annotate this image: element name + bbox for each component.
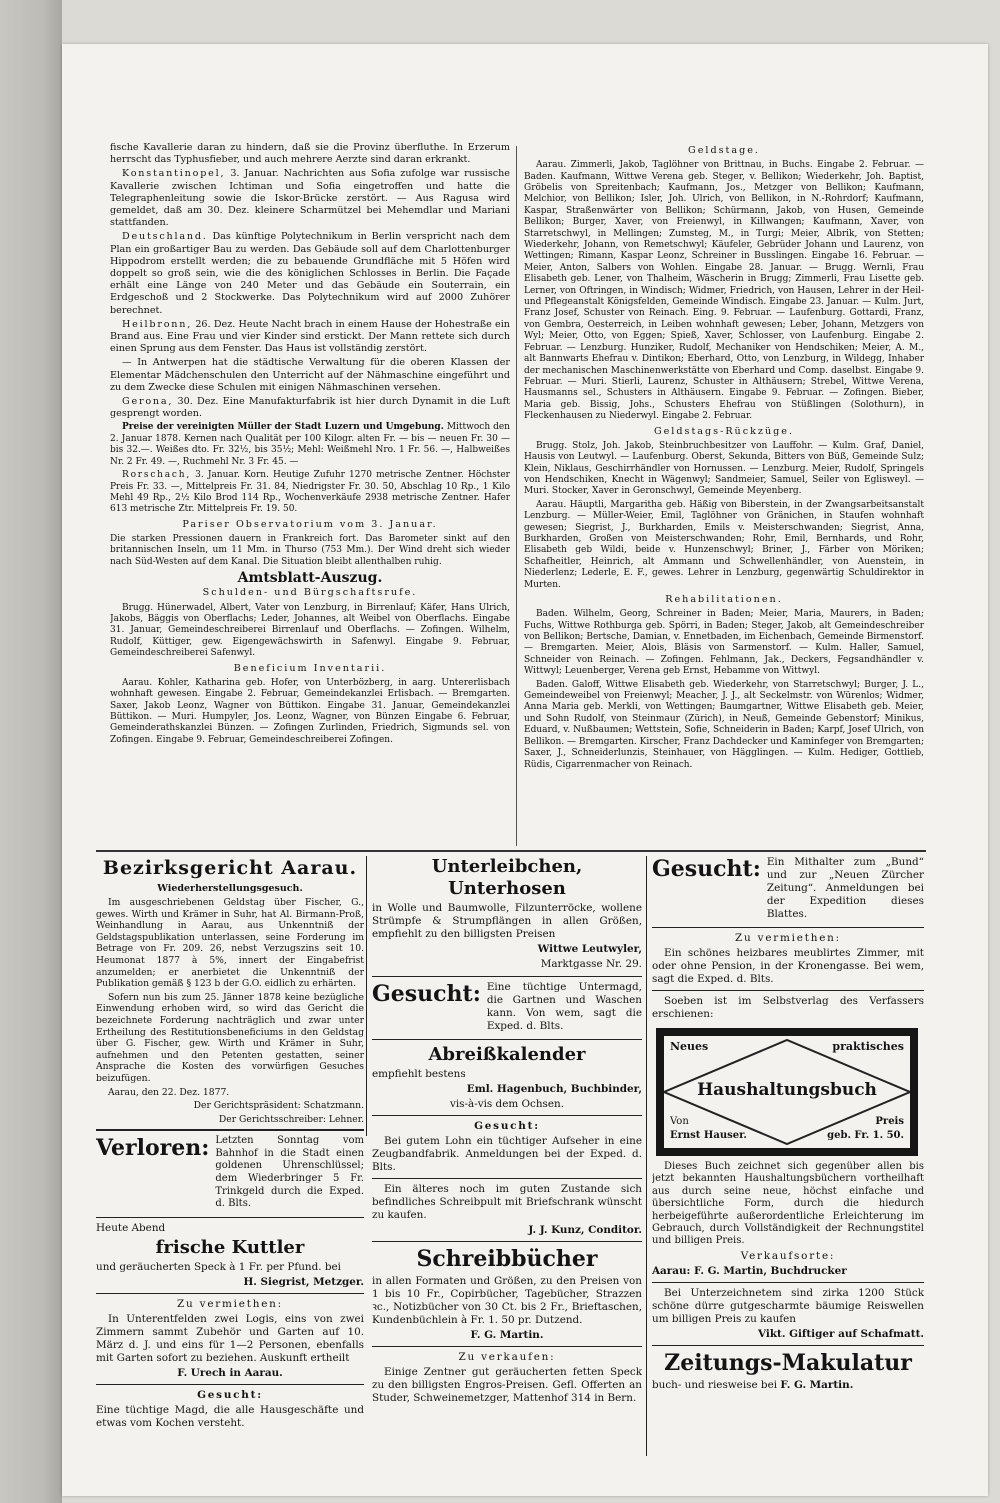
- kuttler-title: frische Kuttler: [155, 1236, 305, 1258]
- unterleib-text: in Wolle und Baumwolle, Filzunterröcke, wollene Strümpfe & Strumpflängen in allen Größen, empfiehlt zu den billigsten Preisen: [372, 902, 642, 940]
- haushaltungsbuch-ad: [656, 1028, 918, 1156]
- news-heilbronn: Heilbronn, 26. Dez. Heute Nacht brach in einem Hause der Hohestraße ein Brand aus. Eine Frau und vier Kinder sind erstickt. Der Mann rettete sich durch einen Sprung aus dem Fenster. Das Haus ist vollständig zerstört.: [110, 318, 510, 355]
- ad-divider: [372, 1346, 642, 1347]
- ad-divider: [372, 1039, 642, 1040]
- kuttler-text: und geräucherten Speck à 1 Fr. per Pfund. bei: [96, 1260, 342, 1273]
- unterleib-address: Marktgasse Nr. 29.: [540, 958, 642, 970]
- ad-divider: [96, 1129, 364, 1131]
- news-gerona: Gerona, 30. Dez. Eine Manufakturfabrik ist hier durch Dynamit in die Luft gesprengt worden.: [110, 396, 510, 420]
- schreibpult-text: Ein älteres noch im guten Zustande sich befindliches Schreibpult mit Briefschrank wünscht zu kaufen.: [372, 1183, 642, 1221]
- pariser-heading: Pariser Observatorium vom 3. Januar.: [182, 518, 438, 530]
- abreiss-text: empfiehlt bestens: [372, 1068, 466, 1080]
- binding-gutter: [0, 0, 62, 1503]
- aufseher-heading: Gesucht:: [474, 1120, 540, 1132]
- schreibb-signature: F. G. Martin.: [470, 1329, 544, 1341]
- zuverk-heading: Zu verkaufen:: [458, 1351, 556, 1363]
- verloren-title: Verloren:: [96, 1135, 210, 1162]
- verloren-text: Letzten Sonntag vom Bahnhof in die Stadt einen goldenen Uhrenschlüssel; dem Wiederbringer 5 Fr. Trinkgeld durch die Exped. d. Blts.: [215, 1135, 364, 1210]
- zuverm1-text: In Unterentfelden zwei Logis, eins von zwei Zimmern sammt Zubehör und Garten auf 10. März d. J. und eins für 1—2 Personen, ebenfalls mit Garten sofort zu beziehen. Auskunft ertheilt: [96, 1312, 364, 1364]
- ad-divider: [372, 1115, 642, 1116]
- gesucht-magd-text: Eine tüchtige Magd, die alle Hausgeschäfte und etwas vom Kochen versteht.: [96, 1403, 364, 1429]
- geldstage-text: Aarau. Zimmerli, Jakob, Taglöhner von Brittnau, in Buchs. Eingabe 2. Februar. — Baden. Kaufmann, Wittwe Verena geb. Steger, v. Bellikon; Wiederkehr, Joh. Baptist, Gröbelis von Spreitenbach; Kaufmann, Jos., Metzger von Bellikon; Kaufmann, Melchior, von Bellikon; Isler, Joh. Ulrich, von Bellikon, in N.-Rohrdorf; Kaufmann, Kaspar, Straßenwärter von Bellikon; Schürmann, Jakob, von Husen, Gemeinde Bellikon; Burger, Xaver, von Freienwyl, in Killwangen; Kaufmann, Xaver, von Starretschwyl, in Mellingen; Zumsteg, M., in Turgi; Meier, Albrik, von Stetten; Wiederkehr, Johann, von Remetschwyl; Käufeler, Gebrüder Johann und Laurenz, von Wettingen; Rimann, Kaspar Leonz, Schreiner in Busslingen. Eingabe 16. Februar. — Meier, Anton, Salbers von Wohlen. Eingabe 28. Januar. — Brugg. Wernli, Frau Elisabeth geb. Lener, von Thalheim, Wäscherin in Brugg; Zimmerli, Frau Lisette geb. Lerner, von Oftringen, in Windisch; Widmer, Friedrich, von Hausen, Lehrer in der Heil- und Pflegeanstalt Königsfelden, Gemeinde Windisch. Eingabe 23. Januar. — Kulm. Jurt, Franz Josef, Schuster von Reinach. Eing. 9. Februar. — Laufenburg. Gottardi, Franz, von Gembra, Oesterreich, in Leiben wohnhaft gewesen; Leber, Johann, Metzgers von Wyl; Meier, Otto, von Eggen; Spieß, Xaver, Schlosser, von Laufenburg. Eingabe 2. Februar. — Lenzburg. Hunziker, Rudolf, Mechaniker von Hendschiken; Meier, A. M., alt Bannwarts Ehefrau v. Dintikon; Eberhard, Otto, von Lenzburg, in Wildegg, Inhaber der mechanischen Maschinenwerkstätte von Eberhard und Comp. daselbst. Eingabe 9. Februar. — Muri. Stierli, Laurenz, Schuster in Althäusern; Strebel, Wittwe Verena, Hausmanns sel., Schusters in Althäusern. Eingabe 9. Februar. — Zofingen. Bieber, Maria geb. Bissig, Johs., Schusters Ehefrau von Stüßlingen (Solothurn), in Fleckenhausen zu Niederwyl. Eingabe 2. Februar.: [524, 160, 924, 422]
- zuverm2-text: Ein schönes heizbares meublirtes Zimmer, mit oder ohne Pension, in der Kronengasse. Bei wem, sagt die Exped. d. Blts.: [652, 947, 924, 985]
- hh-praktisches: praktisches: [832, 1040, 904, 1053]
- hh-price: geb. Fr. 1. 50.: [827, 1130, 904, 1141]
- ad-divider: [96, 1293, 364, 1294]
- ad-gesucht-untermagd: [372, 981, 642, 1035]
- hh-description: Dieses Buch zeichnet sich gegenüber allen bis jetzt bekannten Haushaltungsbüchern vortheilhaft aus durch seine neue, höchst einfache und übersichtliche Form, durch die hiedurch herbeigeführte außerordentliche Erleichterung im Gebrauch, durch Vollständigkeit der Rechnungstitel und billigen Preis.: [652, 1161, 924, 1247]
- ad-frame-right: [646, 856, 647, 1456]
- rehab-text: Baden. Wilhelm, Georg, Schreiner in Baden; Meier, Maria, Maurers, in Baden; Fuchs, Wittwe Rothburga geb. Spörri, in Baden; Steger, Jakob, alt Gemeindeschreiber von Bellikon; Bertsche, Damian, v. Ennetbaden, im Eichenbach, Gemeinde Birmenstorf. — Bremgarten. Meier, Alois, Bläsis von Sarmenstorf. — Kulm. Haller, Samuel, Schneider von Reinach. — Zofingen. Fehlmann, Jak., Deckers, Fegsandhändler v. Wittwyl; Leuenberger, Verena geb Ernst, Hebamme von Wittwyl.: [524, 609, 924, 677]
- ad-schreibpult: [372, 1183, 642, 1237]
- hh-von: Von: [670, 1116, 689, 1127]
- rehab-text-2: Baden. Galoff, Wittwe Elisabeth geb. Wiederkehr, von Starretschwyl; Burger, J. L., Gemeindeweibel von Freienwyl; Meacher, J. J., alt Seckelmstr. von Würenlos; Widmer, Anna Maria geb. Merkli, von Wettingen; Baumgartner, Wittwe Elisabeth geb. Meier, und Sohn Rudolf, von Steinmaur (Zürich), in Neuß, Gemeinde Gebenstorf; Minikus, Eduard, v. Nußbaumen; Wettstein, Sofie, Schneiderin in Baden; Karpf, Josef Ulrich, von Bellikon. — Bremgarten. Kirscher, Franz Dachdecker und Kaminfeger von Bremgarten; Saxer, J., Schneiderlunzis, Steinhauer, von Hägglingen. — Kulm. Hediger, Gottlieb, Rüdis, Cigarrenmacher von Reinach.: [524, 679, 924, 770]
- bezirk-signature-1: Der Gerichtspräsident: Schatzmann.: [193, 1100, 364, 1112]
- geldstage-heading: Geldstage.: [688, 145, 760, 156]
- selbstverlag-text: Soeben ist im Selbstverlag des Verfassers erschienen:: [652, 995, 924, 1020]
- schreibb-title: Schreibbücher: [416, 1246, 598, 1272]
- bezirk-text: Im ausgeschriebenen Geldstag über Fischer, G., gewes. Wirth und Krämer in Suhr, hat Al. Birmann-Proß, Weinhandlung in Aarau, aus Unkenntniß der Geldstagspublikation unterlassen, seine Forderung im Betrage von Fr. 209. 26, nebst Verzugszins seit 10. Heumonat 1877 à 5%, innert der Eingabefrist anzumelden; er anerbietet die Unkenntniß der Publikation gemäß § 123 b der G.O. eidlich zu erhärten.: [96, 897, 364, 990]
- zuverk-text: Einige Zentner gut geräucherten fetten Speck zu den billigsten Engros-Preisen. Gefl. Offerten an Studer, Schweinemetzger, Mattenhof 314 in Bern.: [372, 1366, 642, 1404]
- grain-prices-rorschach: Rorschach, 3. Januar. Korn. Heutige Zufuhr 1270 metrische Zentner. Höchster Preis Fr. 33. —, Mittelpreis Fr. 31. 84, Niedrigster Fr. 30. 50, Abschlag 10 Rp., 1 Kilo Mehl 49 Rp., 2½ Kilo Brod 114 Rp., Wochenverkäufe 2938 metrische Zentner. Hafer 613 metrische Ztr. Mittelpreis Fr. 19. 50.: [110, 470, 510, 515]
- kuttler-pre: Heute Abend: [96, 1221, 166, 1234]
- reiswellen-text: Bei Unterzeichnetem sind zirka 1200 Stück schöne dürre gutgescharmte bäumige Reiswellen um billigen Preis zu kaufen: [652, 1286, 924, 1325]
- ad-schreibbuecher: [372, 1246, 642, 1342]
- gesucht-ulm-title: Gesucht:: [372, 981, 481, 1007]
- zuverm2-heading: Zu vermiethen:: [735, 932, 841, 944]
- column-divider: [516, 146, 517, 846]
- ad-unterleibchen: [372, 856, 642, 977]
- ad-kuttler: [96, 1222, 364, 1289]
- bezirk-title: Bezirksgericht Aarau.: [102, 857, 358, 879]
- hh-title: Haushaltungsbuch: [697, 1080, 877, 1100]
- reiswellen-signature: Vikt. Giftiger auf Schafmatt.: [758, 1327, 924, 1340]
- beneficium-text: Aarau. Kohler, Katharina geb. Hofer, von Unterbözberg, in aarg. Untererlisbach wohnhaft gewesen. Eingabe 2. Februar, Gemeindekanzlei Erlisbach. — Bremgarten. Saxer, Jakob Leonz, Wagner von Büttikon. Eingabe 31. Januar, Gemeindekanzlei Büttikon. — Muri. Humpyler, Jos. Leonz, Wagner, von Bünzen Eingabe 6. Februar, Gemeinderathskanzlei Bünzen. — Zofingen Zurlinden, Friedrich, Sigmunds sel. von Zofingen. Eingabe 9. Februar, Gemeindeschreiberei Zofingen.: [110, 677, 510, 745]
- verkaufsorte-text: Aarau: F. G. Martin, Buchdrucker: [652, 1264, 847, 1277]
- ad-divider: [96, 1384, 364, 1385]
- ad-divider: [652, 1282, 924, 1283]
- bezirk-date: Aarau, den 22. Dez. 1877.: [108, 1086, 230, 1098]
- news-intro: fische Kavallerie daran zu hindern, daß sie die Provinz überfluthe. In Erzerum herrscht das Typhusfieber, und auch mehrere Aerzte sind daran erkrankt.: [110, 142, 510, 166]
- bezirk-signature-2: Der Gerichtsschreiber: Lehner.: [218, 1113, 364, 1125]
- abreiss-address: vis-à-vis dem Ochsen.: [449, 1098, 565, 1110]
- verkaufsorte-heading: Verkaufsorte:: [740, 1249, 836, 1262]
- zuverm1-signature: F. Urech in Aarau.: [177, 1366, 283, 1379]
- rehab-heading: Rehabilitationen.: [665, 594, 783, 606]
- ad-bezirksgericht: [96, 856, 364, 1125]
- schulden-text: Brugg. Hünerwadel, Albert, Vater von Lenzburg, in Birrenlauf; Käfer, Hans Ulrich, Jakobs, Bäggis von Oberflachs; Leder, Johannes, alt Weibel von Oberflachs. Eingabe 31. Januar, Gemeindeschreiberei Birrenlauf und Oberflachs. — Zofingen. Wilhelm, Rudolf, Küttiger, gew. Eigengewächswirth in Safenwyl. Eingabe 9. Februar, Gemeindeschreiberei Safenwyl.: [110, 602, 510, 659]
- ad-column-right: [652, 856, 924, 1456]
- ad-aufseher: [372, 1120, 642, 1174]
- hh-neues: Neues: [670, 1040, 709, 1053]
- ad-zu-vermiethen-2: [652, 932, 924, 986]
- pariser-text: Die starken Pressionen dauern in Frankreich fort. Das Barometer sinkt auf den britannischen Inseln, um 11 Mm. in Thurso (753 Mm.). Der Wind dreht sich wieder nach Süd-Westen auf dem Kanal. Die Situation bleibt allenthalben ruhig.: [110, 533, 510, 567]
- ad-divider: [652, 1345, 924, 1346]
- unterleib-title: Unterleibchen, Unterhosen: [431, 856, 583, 899]
- hh-author: Ernst Hauser.: [670, 1130, 747, 1141]
- schreibpult-signature: J. J. Kunz, Conditor.: [528, 1224, 642, 1236]
- ad-column-left: [96, 856, 364, 1456]
- right-news-column: [524, 142, 924, 844]
- schreibb-text: in allen Formaten und Größen, zu den Preisen von 1 bis 10 Fr., Copirbücher, Tagebücher, Strazzen ꝛc., Notizbücher von 30 Ct. bis 2 Fr., Brieftaschen, Kundenbüchlein à Fr. 1. 50 pr. Dutzend.: [372, 1275, 642, 1326]
- unterleib-signature: Wittwe Leutwyler,: [537, 943, 642, 955]
- ad-divider: [652, 927, 924, 928]
- news-antwerpen: — In Antwerpen hat die städtische Verwaltung für die oberen Klassen der Elementar Mädchenschulen den Unterricht auf der Nähmaschine eingeführt und zu dem Zwecke diese Schulen mit einigen Nähmaschinen versehen.: [110, 357, 510, 393]
- gesucht-magd-heading: Gesucht:: [197, 1388, 263, 1401]
- ad-divider: [372, 1241, 642, 1242]
- abreiss-title: Abreißkalender: [428, 1044, 586, 1065]
- section-divider: [96, 850, 926, 852]
- ad-zu-vermiethen-1: [96, 1298, 364, 1380]
- beneficium-heading: Beneficium Inventarii.: [233, 662, 387, 674]
- gesucht-bund-text: Ein Mithalter zum „Bund“ und zur „Neuen Zürcher Zeitung“. Anmeldungen bei der Expedition dieses Blattes.: [766, 856, 924, 920]
- ad-gesucht-bund: [652, 856, 924, 923]
- gesucht-bund-title: Gesucht:: [652, 856, 761, 882]
- makulatur-title: Zeitungs-Makulatur: [664, 1349, 912, 1376]
- left-news-column: [110, 142, 510, 844]
- schulden-heading: Schulden- und Bürgschaftsrufe.: [202, 587, 418, 599]
- rueckzuege-text: Brugg. Stolz, Joh. Jakob, Steinbruchbesitzer von Lauffohr. — Kulm. Graf, Daniel, Hausis von Leutwyl. — Laufenburg. Oberst, Sekunda, Bitters von Büß, Gemeinde Sulz; Klein, Niklaus, Geschirrhändler von Hornussen. — Lenzburg. Meier, Rudolf, Springels von Hendschiken, Knecht in Wägenwyl; Sandmeier, Samuel, Seiler von Eglisweyl. — Muri. Stocker, Xaver in Geronschwyl, Gemeinde Meyenberg.: [524, 440, 924, 497]
- ad-divider: [652, 990, 924, 991]
- rueckzuege-text-2: Aarau. Häuptli, Margaritha geb. Häßig von Biberstein, in der Zwangsarbeitsanstalt Lenzburg. — Müller-Weier, Emil, Taglöhner von Gränichen, in Staufen wohnhaft gewesen; Siegrist, J., Burkharden, Emils v. Meisterschwanden; Siegrist, Anna, Burkharden, Großen von Meisterschwanden; Rohr, Emil, Bernhards, und Rohr, Elisabeth geb Wildi, beide v. Hunzenschwyl; Briner, J., Färber von Möriken; Schafheitler, Heinrich, alt Ammann und Schwellenhändler, von Auenstein, in Niederlenz; Lederle, E. F., gewes. Lehrer in Lenzburg, gegenwärtig Schuldirektor in Murten.: [524, 499, 924, 590]
- bezirk-text-2: Sofern nun bis zum 25. Jänner 1878 keine bezügliche Einwendung erhoben wird, so wird das Gericht die bezeichnete Forderung nachträglich und zwar unter Ertheilung des Restitutionsbeneficiums in den Geldstag über G. Fischer, gew. Wirth und Krämer in Suhr, aufnehmen und den Petenten gestatten, seiner Ansprache die Kosten des vorwürfigen Gesuches beizufügen.: [96, 991, 364, 1084]
- ad-divider: [96, 1217, 364, 1218]
- ad-column-middle: [372, 856, 642, 1456]
- zuverm1-heading: Zu vermiethen:: [177, 1297, 283, 1310]
- amtsblatt-heading: Amtsblatt-Auszug.: [237, 570, 383, 587]
- news-konstantinopel: Konstantinopel, 3. Januar. Nachrichten aus Sofia zufolge war russische Kavallerie zwischen Ichtiman und Sofia eingetroffen und hatte die Telegraphenleitung sowie die Iskor-Brücke zerstört. — Aus Ragusa wird gemeldet, daß am 30. Dez. kleinere Scharmützel bei Mehemdlar und Mariani stattfanden.: [110, 168, 510, 229]
- kuttler-signature: H. Siegrist, Metzger.: [243, 1275, 364, 1288]
- hh-preis: Preis: [875, 1116, 904, 1127]
- ad-zu-verkaufen: [372, 1351, 642, 1405]
- ad-gesucht-magd: [96, 1389, 364, 1430]
- gesucht-ulm-text: Eine tüchtige Untermagd, die Gartnen und Waschen kann. Von wem, sagt die Exped. d. Blts.: [486, 981, 642, 1032]
- ad-abreisskalender: [372, 1044, 642, 1111]
- ad-divider: [372, 1178, 642, 1179]
- rueckzuege-heading: Geldstags-Rückzüge.: [653, 425, 795, 437]
- ad-verloren: [96, 1135, 364, 1213]
- haushaltungsbuch-inner: [664, 1036, 910, 1148]
- aufseher-text: Bei gutem Lohn ein tüchtiger Aufseher in eine Zeugbandfabrik. Anmeldungen bei der Exped. d. Blts.: [372, 1135, 642, 1173]
- makulatur-line: buch- und riesweise bei F. G. Martin.: [652, 1378, 854, 1391]
- news-deutschland: Deutschland. Das künftige Polytechnikum in Berlin verspricht nach dem Plan ein großartiger Bau zu werden. Das Gebäude soll auf dem Charlottenburger Hippodrom erstellt werden; die zu bebauende Grundfläche mit 5 Höfen wird doppelt so groß sein, wie die des königlichen Schlosses in Berlin. Die Façade erhält eine Länge von 240 Meter und das Gebäude ein Souterrain, ein Erdgeschoß und 2 Stockwerke. Das Polytechnikum wird auf 2000 Zuhörer berechnet.: [110, 231, 510, 316]
- abreiss-signature: Eml. Hagenbuch, Buchbinder,: [466, 1083, 642, 1095]
- bezirk-subtitle: Wiederherstellungsgesuch.: [157, 883, 303, 894]
- ad-frame-left: [366, 856, 367, 1136]
- grain-prices-luzern: Preise der vereinigten Müller der Stadt Luzern und Umgebung. Mittwoch den 2. Januar 1878. Kernen nach Qualität per 100 Kilogr. alten Fr. — bis — neuen Fr. 30 — bis 32.—. Weißes dto. Fr. 32½, bis 35½; Mehl: Weißmehl Nro. 1 Fr. 56. —, Halbweißes Nr. 2 Fr. 49. —, Ruchmehl Nr. 3 Fr. 45. —: [110, 422, 510, 467]
